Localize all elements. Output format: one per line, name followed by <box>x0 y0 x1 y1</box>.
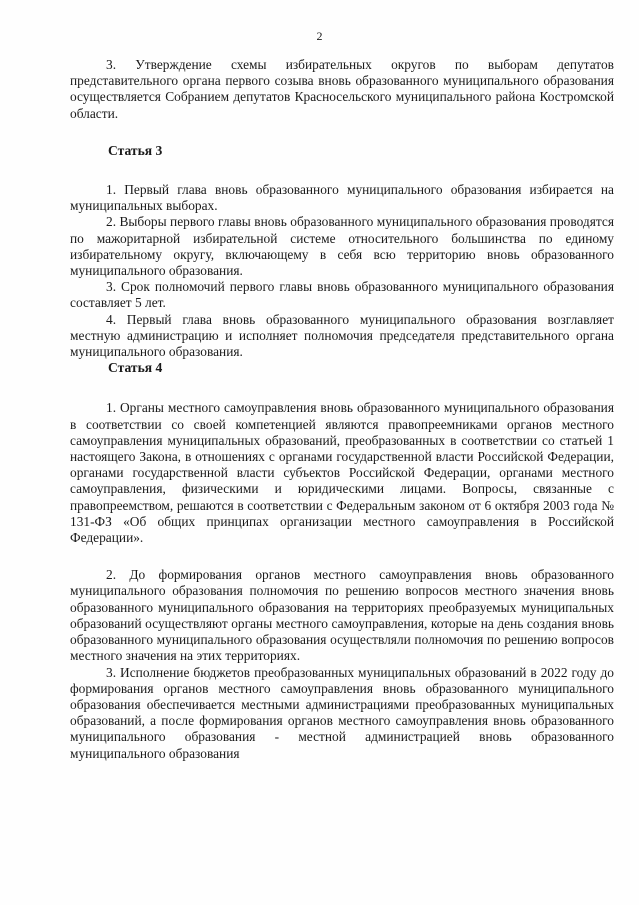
paragraph-article2-item3: 3. Утверждение схемы избирательных округов по выборам депутатов представительного органа первого созыва вновь образованного муниципального образования осуществляется Собранием депутатов Красносельского муниципального района Костромской области. <box>70 57 614 121</box>
document-body <box>70 57 614 764</box>
page-number: 2 <box>316 29 323 43</box>
paragraph-article3-item3: 3. Срок полномочий первого главы вновь образованного муниципального образования составляет 5 лет. <box>70 279 614 311</box>
paragraph-article3-item4: 4. Первый глава вновь образованного муниципального образования возглавляет местную администрацию и исполняет полномочия председателя представительного органа муниципального образования. <box>70 311 614 360</box>
paragraph-article4-item1: 1. Органы местного самоуправления вновь образованного муниципального образования в соответствии со своей компетенцией являются правопреемниками органов местного самоуправления муниципальных образований, преобразованных в соответствии со статьей 1 настоящего Закона, в отношениях с органами государственной власти Российской Федерации, органами государственной власти субъектов Российской Федерации, органами местного самоуправления, физическими и юридическими лицами. Вопросы, связанные с правопреемством, решаются в соответствии с Федеральным законом от 6 октября 2003 года № 131-ФЗ «Об общих принципах организации местного самоуправления в Российской Федерации». <box>70 400 614 546</box>
paragraph-article4-item3: 3. Исполнение бюджетов преобразованных муниципальных образований в 2022 году до формирования органов местного самоуправления вновь образованного муниципального образования обеспечивается местными администрациями преобразованных муниципальных образований, а после формирования органов местного самоуправления вновь образованного муниципального образования - местной администрацией вновь образованного муниципального образования <box>70 664 614 761</box>
paragraph-article3-item1: 1. Первый глава вновь образованного муниципального образования избирается на муниципальных выборах. <box>70 182 614 214</box>
paragraph-article3-item2: 2. Выборы первого главы вновь образованного муниципального образования проводятся по мажоритарной избирательной системе относительного большинства по единому избирательному округу, включающему в себя всю территорию вновь образованного муниципального образования. <box>70 214 614 279</box>
article-4-heading: Статья 4 <box>108 360 163 376</box>
paragraph-article4-item2: 2. До формирования органов местного самоуправления вновь образованного муниципального образования полномочия по решению вопросов местного значения вновь образованного муниципального образования на территориях преобразуемых муниципальных образований осуществляют органы местного самоуправления, которые на день создания вновь образованного муниципального образования осуществляли полномочия по решению вопросов местного значения на этих территориях. <box>70 567 614 664</box>
article-3-heading: Статья 3 <box>108 142 163 158</box>
